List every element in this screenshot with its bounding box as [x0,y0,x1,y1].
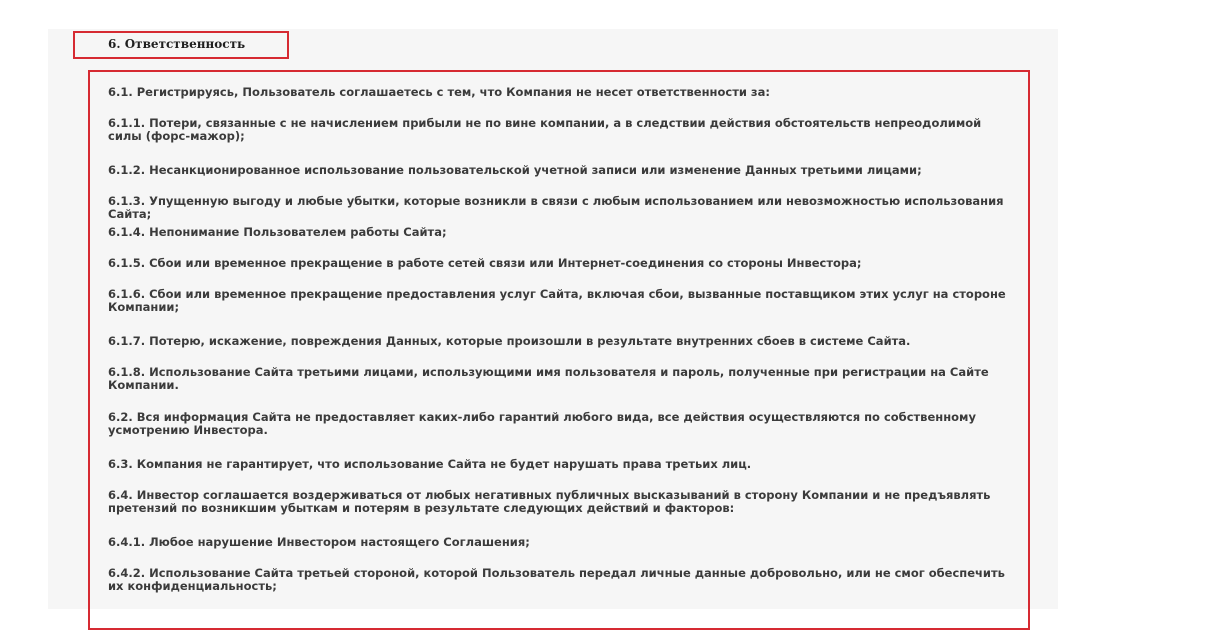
paragraph-6-2: 6.2. Вся информация Сайта не предоставляет каких-либо гарантий любого вида, все действия осуществляются по собственному усмотрению Инвестора. [108,410,976,437]
paragraph-6-1-8: 6.1.8. Использование Сайта третьими лицами, использующими имя пользователя и пароль, полученные при регистрации на Сайте Компании. [108,365,989,392]
paragraph-6-1-7: 6.1.7. Потерю, искажение, повреждения Данных, которые произошли в результате внутренних сбоев в системе Сайта. [108,334,911,348]
paragraph-6-1-2: 6.1.2. Несанкционированное использование пользовательской учетной записи или изменение Данных третьими лицами; [108,163,922,177]
paragraph-6-1-6: 6.1.6. Сбои или временное прекращение предоставления услуг Сайта, включая сбои, вызванные поставщиком этих услуг на стороне Компании; [108,287,1006,314]
paragraph-6-4-1: 6.4.1. Любое нарушение Инвестором настоящего Соглашения; [108,535,530,549]
paragraph-6-1-3: 6.1.3. Упущенную выгоду и любые убытки, которые возникли в связи с любым использованием или невозможностью использования Сайта; [108,194,1004,221]
paragraph-6-1: 6.1. Регистрируясь, Пользователь соглашаетесь с тем, что Компания не несет ответственности за: [108,85,770,99]
paragraph-6-3: 6.3. Компания не гарантирует, что использование Сайта не будет нарушать права третьих лиц. [108,457,752,471]
section-title: 6. Ответственность [108,37,246,51]
paragraph-6-1-5: 6.1.5. Сбои или временное прекращение в работе сетей связи или Интернет-соединения со стороны Инвестора; [108,256,862,270]
paragraph-6-4: 6.4. Инвестор соглашается воздерживаться от любых негативных публичных высказываний в сторону Компании и не предъявлять претензий по возникшим убыткам и потерям в результате следующих действий и факторов: [108,488,991,515]
paragraph-6-1-1: 6.1.1. Потери, связанные с не начислением прибыли не по вине компании, а в следствии действия обстоятельств непреодолимой силы (форс-мажор); [108,116,982,143]
paragraph-6-1-4: 6.1.4. Непонимание Пользователем работы Сайта; [108,225,447,239]
paragraph-6-4-2: 6.4.2. Использование Сайта третьей стороной, которой Пользователь передал личные данные добровольно, или не смог обеспечить их конфиденциальность; [108,566,1005,593]
